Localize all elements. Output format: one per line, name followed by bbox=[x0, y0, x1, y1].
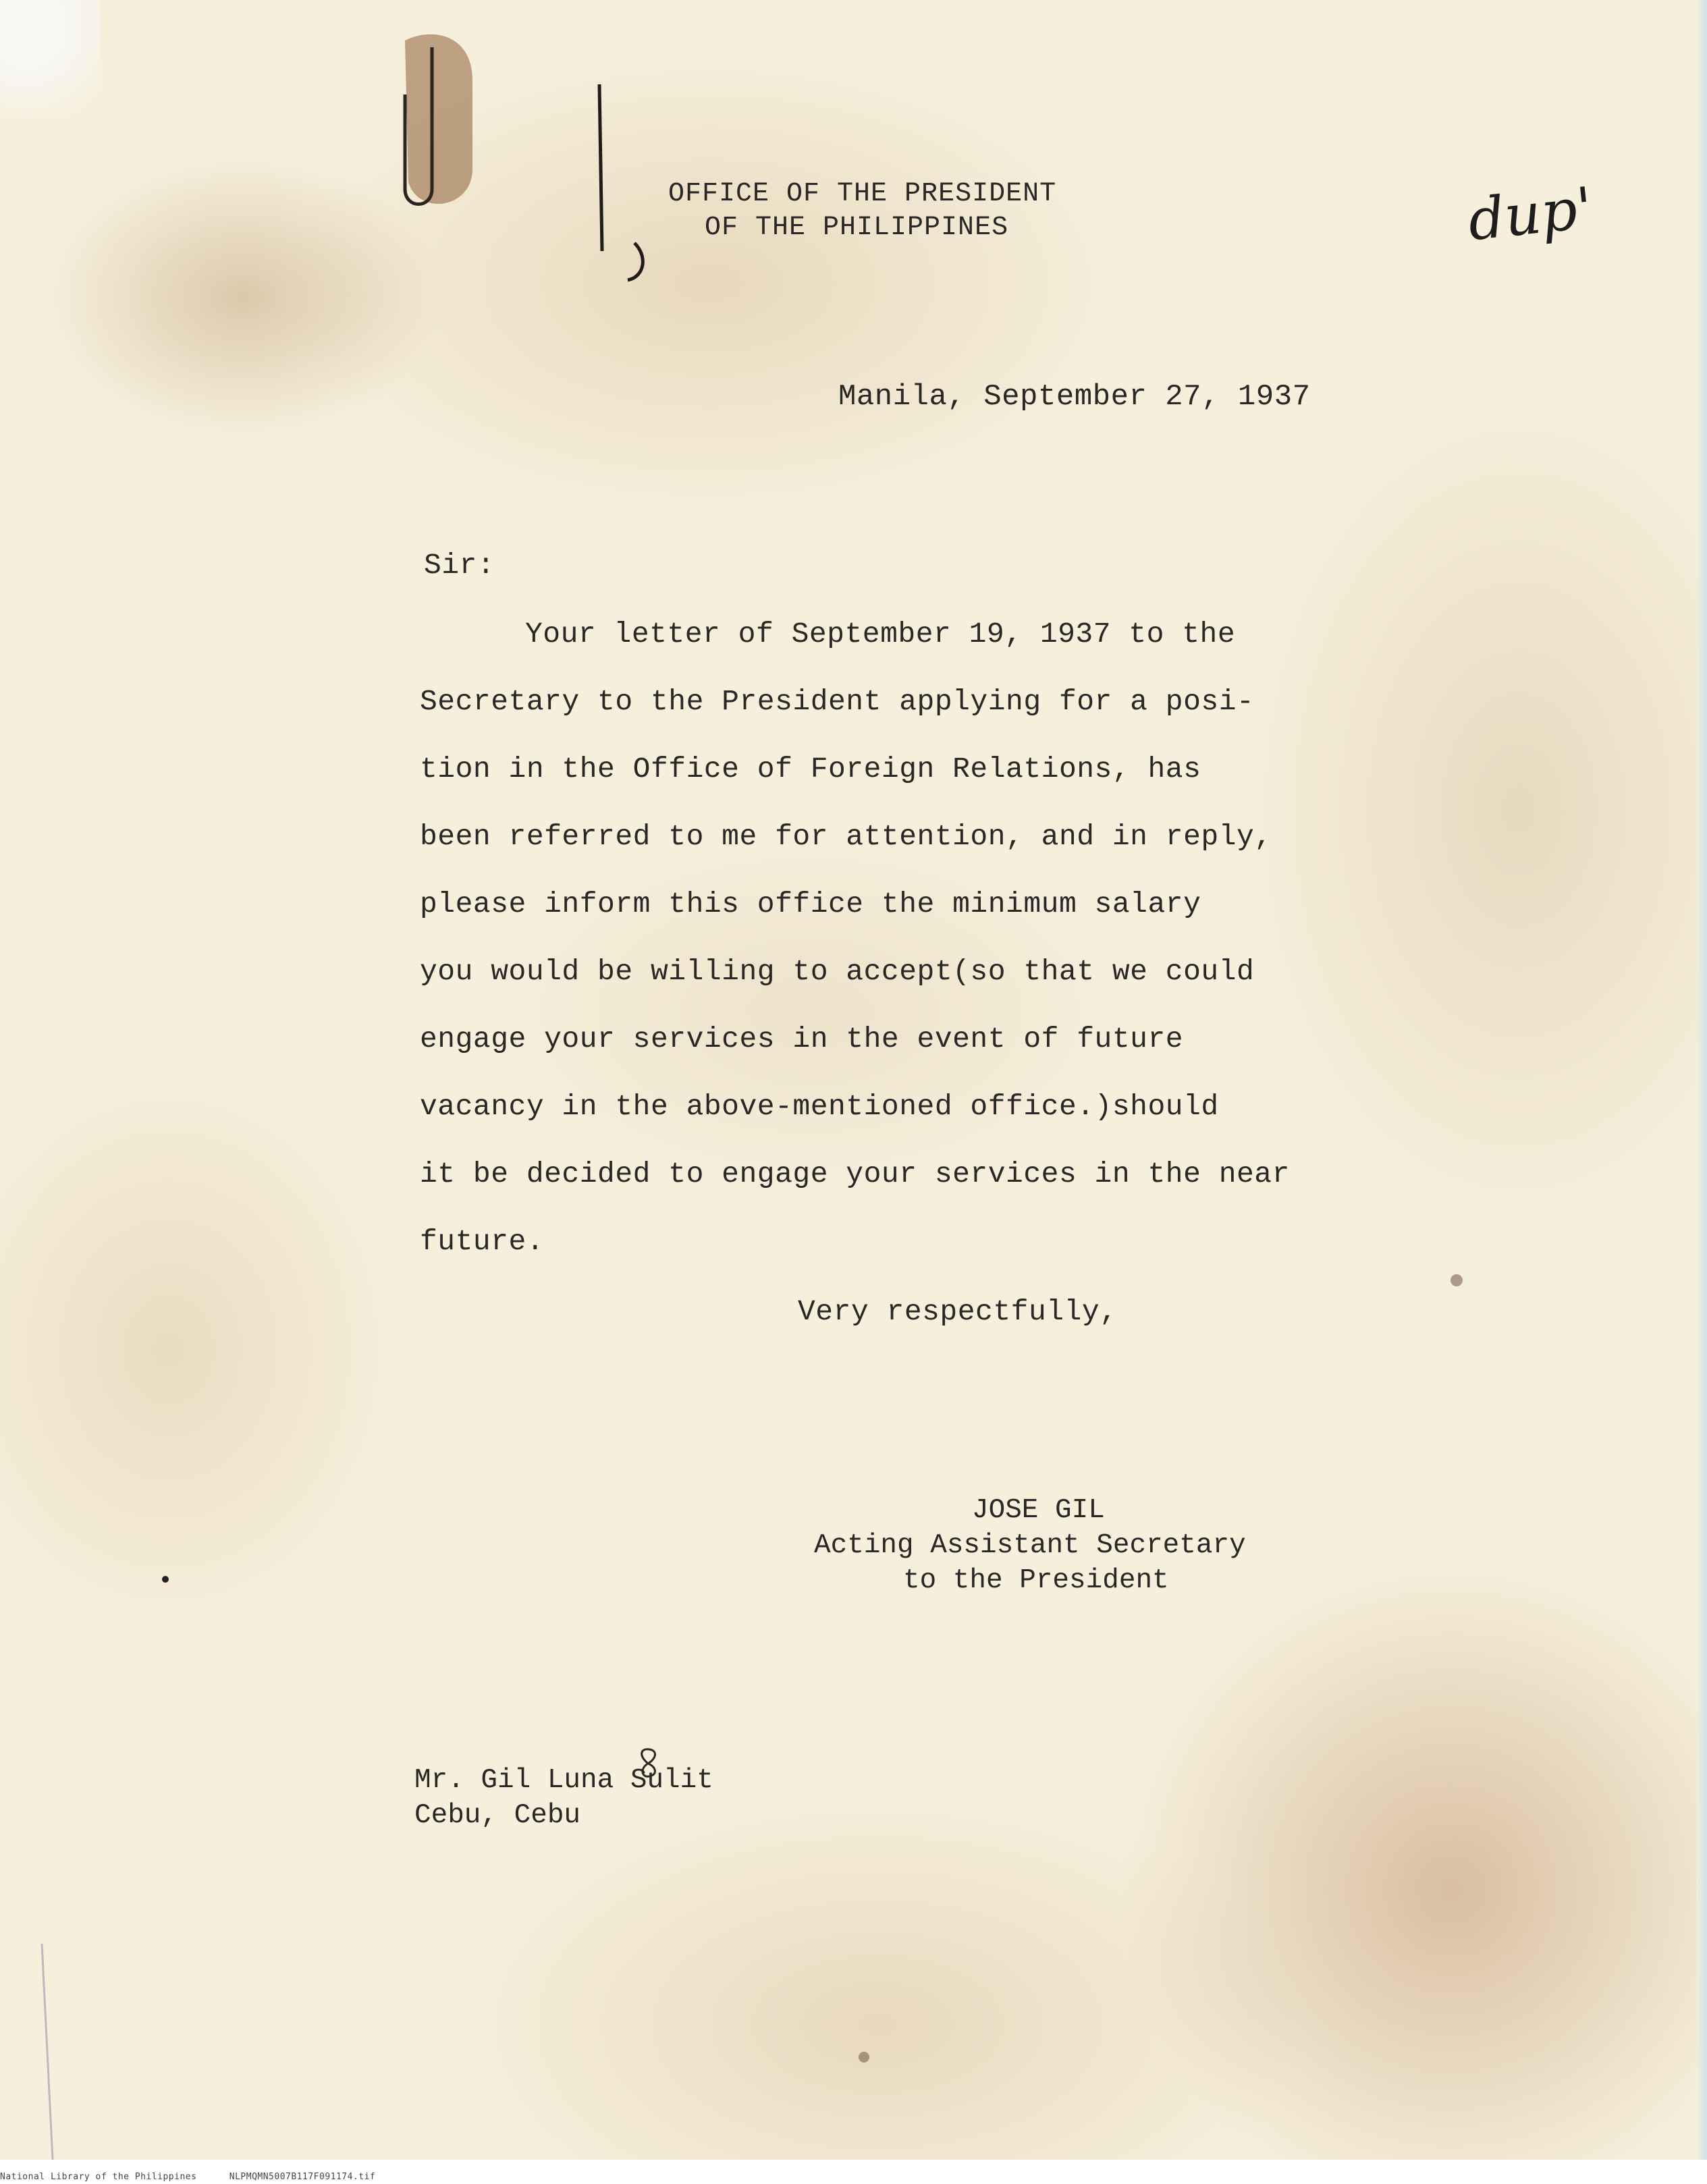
body-line-10: future. bbox=[420, 1225, 545, 1258]
staple-mark bbox=[599, 84, 602, 251]
scan-footer bbox=[0, 2172, 402, 2182]
staple-hook bbox=[628, 243, 643, 280]
addressee-name: Mr. Gil Luna Sulit bbox=[414, 1765, 713, 1796]
body-line-4: been referred to me for attention, and in reply, bbox=[420, 820, 1272, 853]
body-line-9: it be decided to engage your services in the near bbox=[420, 1157, 1290, 1191]
speck bbox=[1451, 1274, 1463, 1286]
body-line-8: vacancy in the above-mentioned office.)should bbox=[420, 1090, 1219, 1123]
date-line: Manila, September 27, 1937 bbox=[838, 380, 1311, 414]
addressee-place: Cebu, Cebu bbox=[414, 1800, 581, 1831]
salutation: Sir: bbox=[424, 549, 495, 582]
letterhead-line-1: OFFICE OF THE PRESIDENT bbox=[668, 179, 1057, 209]
footer-file: NLPMQMN5007B117F091174.tif bbox=[229, 2172, 376, 2182]
body-line-3: tion in the Office of Foreign Relations, has bbox=[420, 753, 1201, 786]
signature-title-2: to the President bbox=[903, 1565, 1169, 1596]
clip-stain bbox=[405, 34, 472, 204]
letterhead-line-2: OF THE PHILIPPINES bbox=[705, 213, 1009, 243]
footer-library: National Library of the Philippines bbox=[0, 2172, 197, 2182]
signature-name: JOSE GIL bbox=[972, 1495, 1105, 1526]
body-line-6: you would be willing to accept(so that we could bbox=[420, 955, 1255, 988]
body-line-1: Your letter of September 19, 1937 to the bbox=[525, 618, 1236, 651]
speck bbox=[162, 1576, 169, 1583]
body-line-5: please inform this office the minimum salary bbox=[420, 888, 1201, 921]
body-line-2: Secretary to the President applying for a posi- bbox=[420, 685, 1255, 718]
speck bbox=[859, 2052, 869, 2063]
closing: Very respectfully, bbox=[798, 1295, 1118, 1328]
signature-title-1: Acting Assistant Secretary bbox=[814, 1530, 1246, 1561]
handwritten-annotation: dup' bbox=[1465, 174, 1596, 254]
left-edge-line bbox=[42, 1944, 53, 2160]
body-line-7: engage your services in the event of future bbox=[420, 1022, 1184, 1056]
